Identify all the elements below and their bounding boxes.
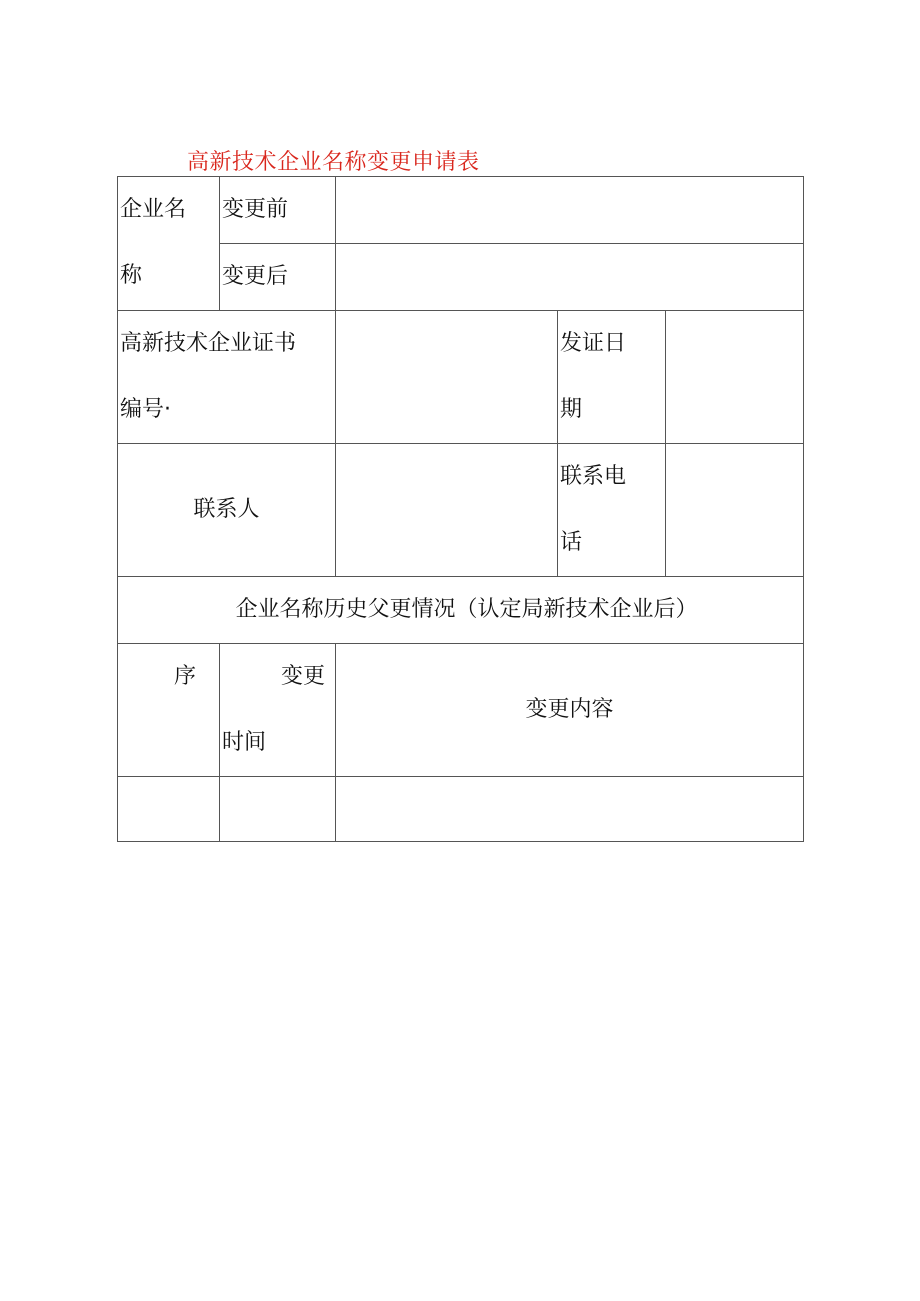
before-label-cell [220,177,336,244]
cert-no-label-cell [118,311,336,444]
change-time-label-line2: 时间 [222,730,267,755]
phone-label-line2: 话 [560,530,583,555]
history-title: 企业名称历史父更情况（认定局新技术企业后） [235,597,698,622]
contact-label: 联系人 [193,497,260,522]
cert-no-label-line1: 高新技术企业证书 [120,331,297,356]
change-time-label-line1: 变更 [280,664,325,689]
company-name-after-field[interactable] [336,244,804,311]
change-content-header-cell [336,644,804,777]
cert-no-label-line2: 编号· [120,397,171,422]
company-name-label-cell [118,177,220,311]
company-name-label-line1: 企业名 [120,197,187,222]
history-section-header [118,577,804,644]
cert-no-field[interactable] [336,311,558,444]
application-form-table [117,176,804,842]
issue-date-label-line1: 发证日 [560,331,627,356]
contact-label-cell [118,444,336,577]
change-time-header-cell [220,644,336,777]
contact-field[interactable] [336,444,558,577]
issue-date-label-line2: 期 [560,397,583,422]
issue-date-label-cell [558,311,666,444]
history-content-field[interactable] [336,777,804,842]
before-label: 变更前 [222,197,289,222]
seq-header-cell [118,644,220,777]
history-seq-field[interactable] [118,777,220,842]
change-content-label: 变更内容 [525,697,614,722]
after-label: 变更后 [222,264,289,289]
company-name-before-field[interactable] [336,177,804,244]
form-title: 高新技术企业名称变更申请表 [187,150,480,175]
phone-label-line1: 联系电 [560,464,627,489]
phone-label-cell [558,444,666,577]
seq-label: 序 [174,664,197,689]
history-time-field[interactable] [220,777,336,842]
phone-field[interactable] [666,444,804,577]
company-name-label-line2: 称 [120,263,143,288]
after-label-cell [220,244,336,311]
issue-date-field[interactable] [666,311,804,444]
